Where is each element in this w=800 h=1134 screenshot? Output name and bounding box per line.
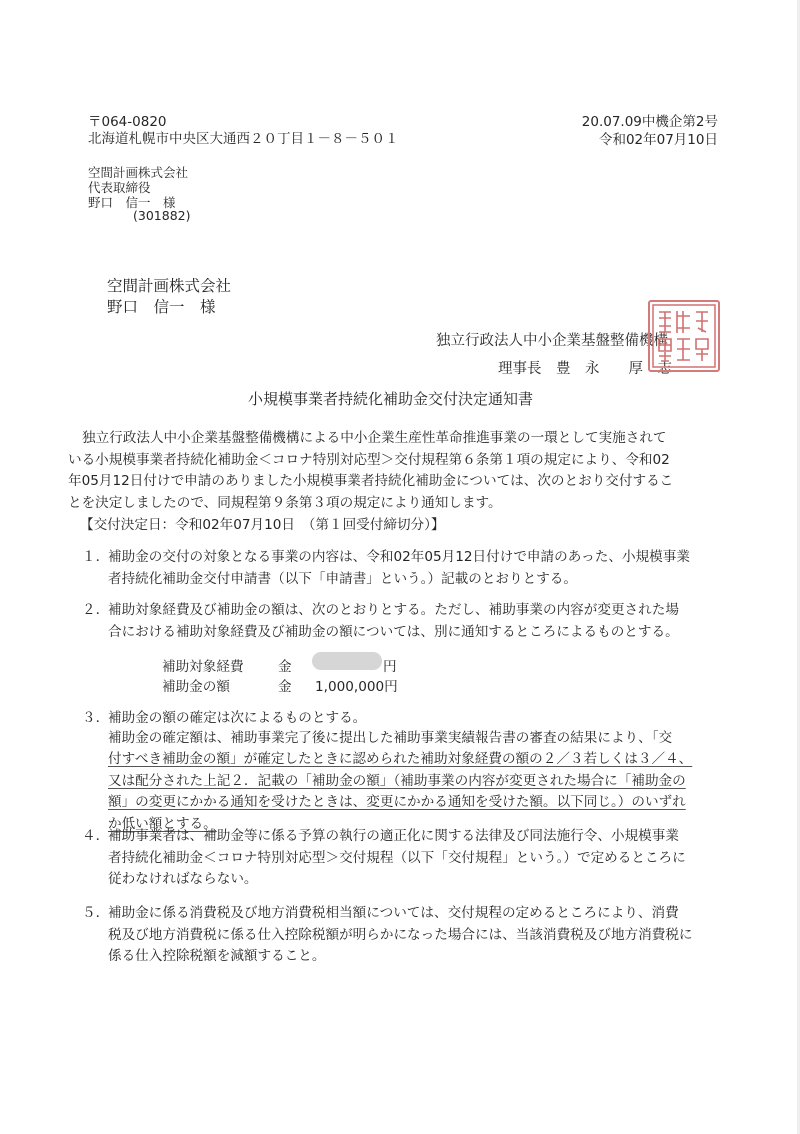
item-line: 補助金に係る消費税及び地方消費税相当額については、交付規程の定めるところにより、消費 — [108, 905, 679, 921]
cost-unit: 金 — [278, 659, 292, 675]
recipient-small-company: 空間計画株式会社 — [88, 165, 189, 180]
item-line: 補助金の確定額は、補助事業完了後に提出した補助事業実績報告書の審査の結果により、「交 — [108, 729, 673, 746]
grant-unit: 金 — [278, 679, 292, 695]
item-number: ２． — [82, 602, 110, 618]
intro-line: とを決定しましたので、同規程第９条第３項の規定により通知します。 — [68, 494, 502, 511]
item-line-underlined: 又は配分された上記２．記載の「補助金の額」（補助事業の内容が変更された場合に「補助金の — [108, 772, 686, 789]
sender-title-name: 理事長 豊 永 厚 志 — [498, 361, 672, 377]
decision-date: 【交付決定日：令和02年07月10日 （第１回受付締切分）】 — [80, 517, 445, 533]
intro-line: 年05月12日付けで申請のありました小規模事業者持続化補助金については、次のとおり交付するこ — [68, 473, 674, 489]
item-line: 補助事業者は、補助金等に係る予算の執行の適正化に関する法律及び同法施行令、小規模事業 — [108, 828, 679, 844]
item-line: 合における補助対象経費及び補助金の額については、別に通知するところによるものとする。 — [108, 623, 679, 640]
intro-line: いる小規模事業者持続化補助金＜コロナ特別対応型＞交付規程第６条第１項の規定により、令和02 — [68, 451, 670, 468]
document-date: 令和02年07月10日 — [598, 132, 718, 148]
item-line: 者持続化補助金＜コロナ特別対応型＞交付規程（以下「交付規程」という。）で定めるところに — [108, 849, 686, 866]
item-line-underlined: か低い額とする。 — [108, 815, 217, 832]
sender-organization: 独立行政法人中小企業基盤整備機構 — [436, 333, 668, 349]
intro-line: 独立行政法人中小企業基盤整備機構による中小企業生産性革命推進事業の一環として実施されて — [82, 430, 667, 446]
item-3 — [82, 708, 737, 835]
item-1 — [82, 547, 737, 590]
seal-icon — [650, 302, 718, 370]
item-line: 係る仕入控除税額を減額すること。 — [108, 948, 326, 964]
recipient-small-name: 野口 信一 様 — [88, 195, 176, 210]
item-line: 補助金の交付の対象となる事業の内容は、令和02年05月12日付けで申請のあった、小規模事業 — [108, 549, 690, 565]
document-number: 20.07.09中機企第2号 — [581, 114, 718, 130]
recipient-large-company: 空間計画株式会社 — [107, 277, 232, 295]
postal-code: 〒064-0820 — [88, 114, 167, 130]
item-line: 補助対象経費及び補助金の額は、次のとおりとする。ただし、補助事業の内容が変更された場 — [108, 602, 679, 618]
redacted-amount — [312, 652, 382, 670]
cost-label: 補助対象経費 — [162, 659, 244, 675]
document-title: 小規模事業者持続化補助金交付決定通知書 — [248, 390, 534, 408]
item-line: 税及び地方消費税に係る仕入控除税額が明らかになった場合には、当該消費税及び地方消費税に — [108, 926, 693, 943]
official-seal — [648, 300, 720, 372]
recipient-small-role: 代表取締役 — [88, 180, 151, 195]
item-number: ５． — [82, 905, 110, 921]
item-2 — [82, 600, 737, 643]
item-line: 従わなければならない。 — [108, 871, 258, 887]
item-4 — [82, 826, 737, 891]
item-number: １． — [82, 549, 110, 565]
recipient-small-id: (301882) — [133, 208, 191, 223]
item-number: ４． — [82, 828, 110, 844]
recipient-address: 北海道札幌市中央区大通西２０丁目１－８－５０１ — [88, 131, 399, 147]
item-heading: 補助金の額の確定は次によるものとする。 — [108, 710, 367, 726]
item-5 — [82, 903, 737, 968]
grant-value: 1,000,000円 — [315, 679, 398, 695]
item-line: 者持続化補助金交付申請書（以下「申請書」という。）記載のとおりとする。 — [108, 570, 577, 587]
item-number: ３． — [82, 710, 110, 726]
cost-yen: 円 — [383, 659, 397, 675]
grant-label: 補助金の額 — [162, 679, 230, 695]
intro-paragraph — [68, 428, 723, 514]
recipient-large-name: 野口 信一 様 — [107, 298, 216, 316]
item-line-underlined: 付すべき補助金の額」が確定したときに認められた補助対象経費の額の２／３若しくは３／４、 — [108, 751, 693, 767]
item-line-underlined: 額」の変更にかかる通知を受けたときは、変更にかかる通知を受けた額。以下同じ。）のいずれ — [108, 794, 686, 810]
